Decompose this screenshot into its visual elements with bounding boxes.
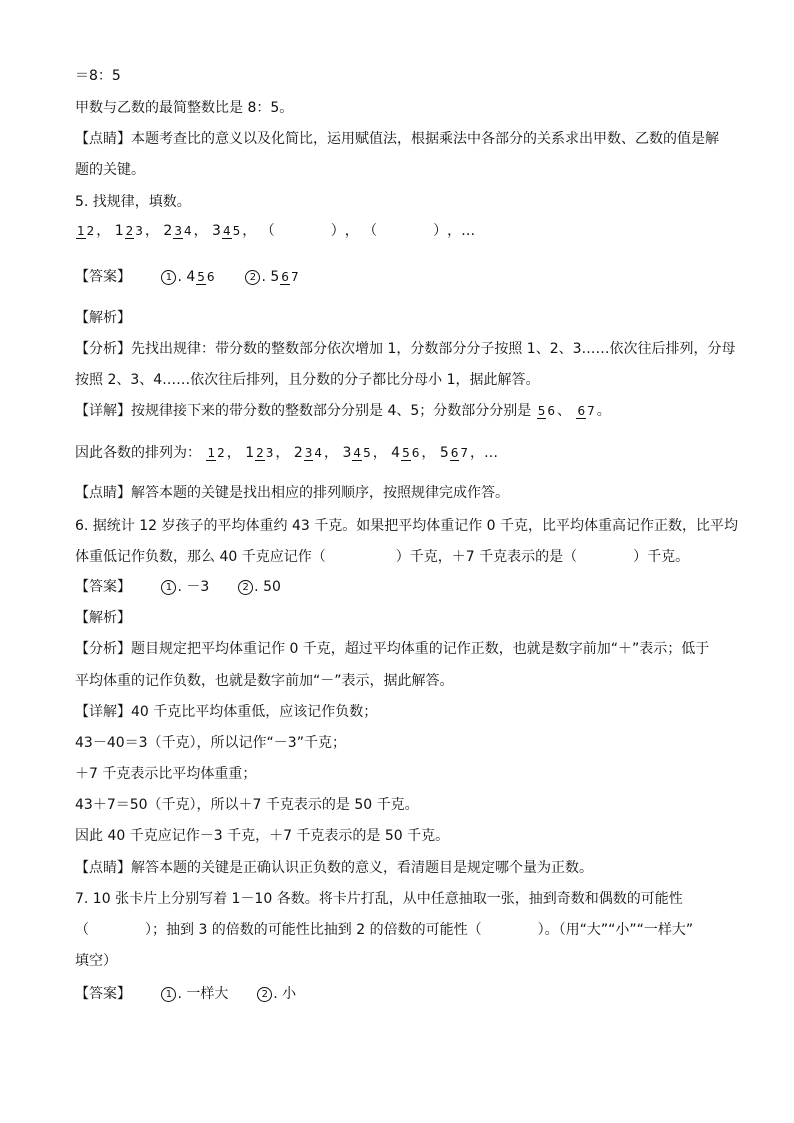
text-line: 【点睛】本题考查比的意义以及化简比，运用赋值法，根据乘法中各部分的关系求出甲数、乙数的值是解 <box>75 131 719 147</box>
text-line: 【点睛】解答本题的关键是找出相应的排列顺序，按照规律完成作答。 <box>75 485 509 501</box>
text-line: 题的关键。 <box>75 162 145 178</box>
dianjing-tag: 【点睛】 <box>75 131 131 147</box>
fraction: 1 2 <box>207 445 225 460</box>
text-line: 【详解】按规律接下来的带分数的整数部分分别是 4、5；分数部分分别是 5 6 、 6 7 。 <box>75 403 611 419</box>
question-5-sequence: 1 2 ， 1 2 3 ， 2 3 4 ， 3 4 5 ， （ ）， （ ），… <box>77 223 476 239</box>
text-line: 【详解】40 千克比平均体重低，应该记作负数； <box>75 704 378 720</box>
answer-tag: 【答案】 <box>75 986 131 1002</box>
answer-tag: 【答案】 <box>75 579 131 595</box>
text-line: 【分析】题目规定把平均体重记作 0 千克，超过平均体重的记作正数，也就是数字前加“＋”表示；低于 <box>75 641 710 657</box>
fraction: 1 2 <box>77 223 95 238</box>
fraction: 5 6 <box>402 445 420 460</box>
text-line: 按照 2、3、4……依次往后排列，且分数的分子都比分母小 1，据此解答。 <box>75 372 540 388</box>
text-line: 因此各数的排列为： 1 2 ， 1 2 3 ， 2 3 4 ， 3 4 5 ， 4 5 6 ， 5 6 7 ，… <box>75 445 499 461</box>
fraction: 5 6 <box>537 403 555 418</box>
text-line: 因此 40 千克应记作－3 千克，＋7 千克表示的是 50 千克。 <box>75 828 450 844</box>
jiexi-tag: 【解析】 <box>75 610 131 626</box>
question-7-answer: 【答案】 1 . 一样大 2 . 小 <box>75 986 297 1002</box>
jiexi-tag: 【解析】 <box>75 310 131 326</box>
question-7-text: （ ）；抽到 3 的倍数的可能性比抽到 2 的倍数的可能性（ ）。（用“大”“小”“一样大” <box>75 922 694 938</box>
question-6-answer: 【答案】 1 . －3 2 . 50 <box>75 579 281 595</box>
answer-tag: 【答案】 <box>75 269 131 285</box>
fraction: 6 7 <box>281 269 299 284</box>
answer-blank: （ ） <box>260 223 345 239</box>
question-6-text: 体重低记作负数，那么 40 千克应记作（ ）千克，＋7 千克表示的是（ ）千克。 <box>75 549 690 565</box>
fraction: 3 4 <box>304 445 323 460</box>
answer-blank: （ ） <box>363 223 448 239</box>
text-line: 【点睛】解答本题的关键是正确认识正负数的意义，看清题目是规定哪个量为正数。 <box>75 860 593 876</box>
fraction: 2 3 <box>256 445 274 460</box>
text-line: 43＋7＝50（千克），所以＋7 千克表示的是 50 千克。 <box>75 797 419 813</box>
text-line: ＋7 千克表示比平均体重重； <box>75 766 257 782</box>
circled-number: 1 <box>161 987 176 1002</box>
question-6-text: 6. 据统计 12 岁孩子的平均体重约 43 千克。如果把平均体重记作 0 千克，比平均体重高记作正数，比平均 <box>75 518 739 534</box>
circled-number: 1 <box>161 270 176 285</box>
question-7-text: 7. 10 张卡片上分别写着 1－10 各数。将卡片打乱，从中任意抽取一张，抽到奇数和偶数的可能性 <box>75 891 683 907</box>
fraction: 5 6 <box>197 269 215 284</box>
circled-number: 2 <box>257 987 272 1002</box>
question-5-answer: 【答案】 1 . 4 5 6 2 . 5 6 7 <box>75 269 299 285</box>
text-line: ＝8：5 <box>75 68 121 84</box>
question-7-text: 填空） <box>75 953 117 969</box>
fraction: 6 7 <box>450 445 469 460</box>
fraction: 6 7 <box>577 403 595 418</box>
circled-number: 1 <box>161 580 176 595</box>
fraction: 2 3 <box>125 223 143 238</box>
circled-number: 2 <box>238 580 253 595</box>
fraction: 4 5 <box>222 223 241 238</box>
fraction: 4 5 <box>353 445 371 460</box>
question-5-title: 5. 找规律，填数。 <box>75 194 191 210</box>
text-line: 【分析】先找出规律：带分数的整数部分依次增加 1，分数部分分子按照 1、2、3……依次往后排列，分母 <box>75 341 736 357</box>
circled-number: 2 <box>245 270 260 285</box>
text-line: 平均体重的记作负数，也就是数字前加“－”表示，据此解答。 <box>75 673 454 689</box>
fraction: 3 4 <box>174 223 192 238</box>
text-line: 甲数与乙数的最简整数比是 8：5。 <box>75 100 294 116</box>
text-line: 43－40＝3（千克），所以记作“－3”千克； <box>75 735 346 751</box>
